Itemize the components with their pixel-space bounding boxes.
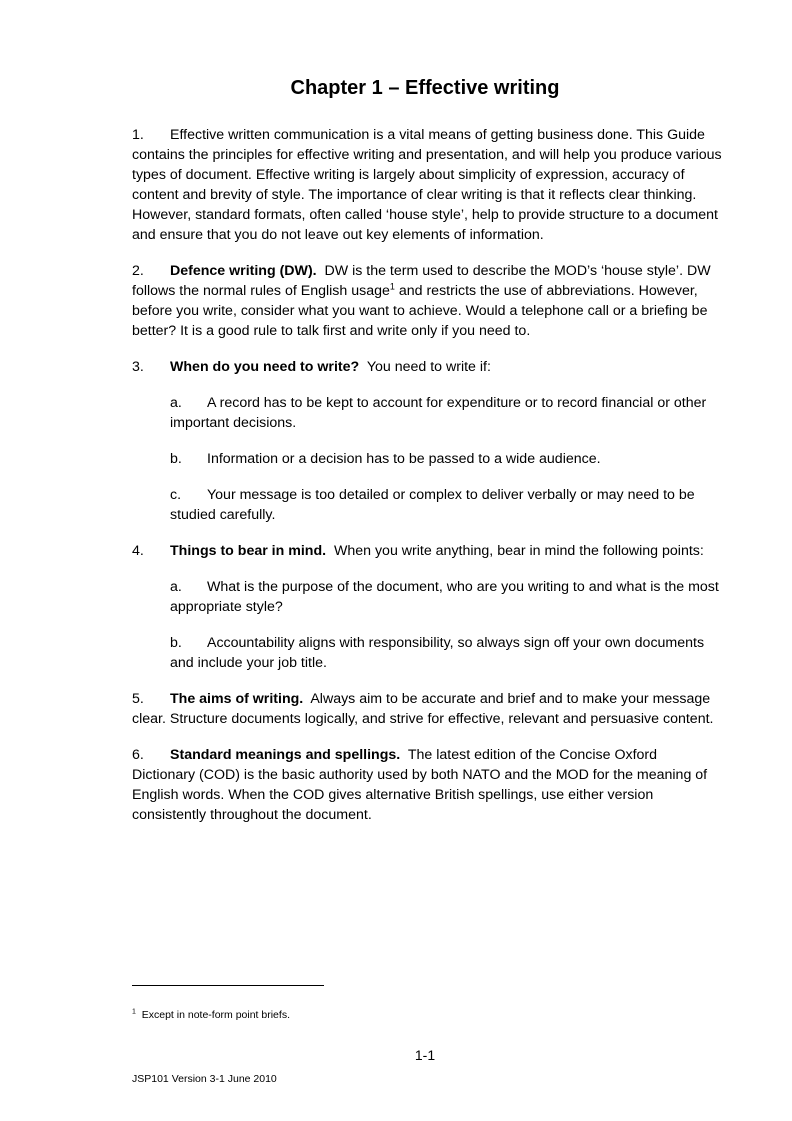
sub-item-letter: a.	[170, 579, 182, 595]
footnote-number: 1	[132, 1008, 136, 1016]
sub-item-letter: b.	[170, 451, 182, 467]
paragraph-heading: Things to bear in mind.	[170, 543, 327, 559]
paragraph-text: You need to write if:	[366, 359, 491, 375]
chapter-title: Chapter 1 – Effective writing	[290, 77, 560, 99]
paragraph-text: Effective written communication is a vital means of getting business done. This Guide contains the principles for effective writing and presentation, and will help you produce various types of document. Effective writing is largely about simplicity of expression, accuracy of content and brevity of style. The importance of clear writing is that it reflects clear thinking. However, standard formats, often called ‘house style’, help to provide structure to a document and ensure that you do not leave out key elements of information.	[132, 127, 722, 243]
sub-item-3b	[170, 449, 722, 469]
footnote-reference: 1	[389, 281, 395, 292]
paragraph-4	[132, 541, 722, 561]
paragraph-5	[132, 689, 722, 729]
paragraph-2	[132, 261, 722, 341]
paragraph-number: 4.	[132, 543, 144, 559]
paragraph-heading: The aims of writing.	[170, 691, 304, 707]
sub-item-4b	[170, 633, 722, 673]
sub-item-text: Your message is too detailed or complex to deliver verbally or may need to be studied carefully.	[170, 487, 695, 523]
sub-item-4a	[170, 577, 722, 617]
document-reference: JSP101 Version 3-1 June 2010	[132, 1073, 277, 1085]
paragraph-number: 5.	[132, 691, 144, 707]
paragraph-text: Always aim to be accurate and brief and to make your message clear. Structure documents logically, and strive for effective, relevant and persuasive content.	[132, 691, 714, 727]
page-number: 1-1	[414, 1047, 436, 1063]
sub-item-letter: a.	[170, 395, 182, 411]
sub-item-3c	[170, 485, 722, 525]
paragraph-6	[132, 745, 722, 825]
paragraph-text-continued: and restricts the use of abbreviations. However, before you write, consider what you want to achieve. Would a telephone call or a briefing be better? It is a good rule to talk first and write only if you need to.	[132, 283, 708, 339]
sub-item-text: Information or a decision has to be passed to a wide audience.	[207, 451, 601, 467]
paragraph-text: DW is the term used to describe the MOD’s ‘house style’. DW follows the normal rules of English usage	[132, 263, 711, 299]
paragraph-number: 2.	[132, 263, 144, 279]
paragraph-text: The latest edition of the Concise Oxford Dictionary (COD) is the basic authority used by both NATO and the MOD for the meaning of English words. When the COD gives alternative British spellings, use either version consistently throughout the document.	[132, 747, 708, 823]
paragraph-text: When you write anything, bear in mind the following points:	[333, 543, 704, 559]
paragraph-1	[132, 125, 722, 245]
footnote-text: Except in note-form point briefs.	[141, 1009, 290, 1021]
sub-item-letter: b.	[170, 635, 182, 651]
sub-item-text: A record has to be kept to account for expenditure or to record financial or other important decisions.	[170, 395, 707, 431]
paragraph-3	[132, 357, 722, 377]
paragraph-heading: When do you need to write?	[170, 359, 360, 375]
document-body	[132, 125, 722, 841]
footnote-separator	[132, 985, 324, 986]
paragraph-number: 3.	[132, 359, 144, 375]
paragraph-heading: Standard meanings and spellings.	[170, 747, 401, 763]
sub-item-letter: c.	[170, 487, 182, 503]
sub-item-text: Accountability aligns with responsibility, so always sign off your own documents and include your job title.	[170, 635, 705, 671]
paragraph-number: 6.	[132, 747, 144, 763]
paragraph-number: 1.	[132, 127, 144, 143]
sub-item-3a	[170, 393, 722, 433]
paragraph-heading: Defence writing (DW).	[170, 263, 317, 279]
sub-item-text: What is the purpose of the document, who are you writing to and what is the most appropriate style?	[170, 579, 719, 615]
footnote	[132, 1008, 290, 1022]
